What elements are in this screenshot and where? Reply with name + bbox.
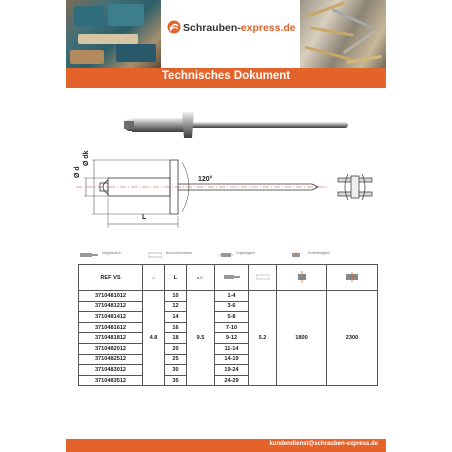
cell-l: 14 bbox=[165, 312, 187, 323]
cell-ref: 3710481212 bbox=[79, 301, 143, 312]
legend-label-tensile: Zugfestigkeit bbox=[236, 251, 255, 255]
hole-diameter-icon bbox=[148, 252, 162, 258]
cell-ref: 3710481812 bbox=[79, 333, 143, 344]
cell-l: 25 bbox=[165, 354, 187, 365]
cell-l: 35 bbox=[165, 375, 187, 386]
header-head bbox=[187, 265, 215, 291]
legend-label-hole: Bohrdurchmesser bbox=[166, 251, 193, 255]
brand-name bbox=[183, 22, 296, 34]
legend-row bbox=[66, 249, 386, 265]
cell-l: 20 bbox=[165, 343, 187, 354]
cell-hole: 5.2 bbox=[249, 291, 277, 386]
cell-grip: 24-29 bbox=[215, 375, 249, 386]
cell-grip: 1-4 bbox=[215, 291, 249, 302]
cell-ref: 3710481612 bbox=[79, 322, 143, 333]
cell-l: 18 bbox=[165, 333, 187, 344]
cell-d: 4.8 bbox=[143, 291, 165, 386]
shear-strength-icon bbox=[290, 252, 302, 258]
label-length: L bbox=[142, 214, 147, 221]
cell-ref: 3710483012 bbox=[79, 365, 143, 376]
shear-icon bbox=[344, 271, 360, 283]
title-bar bbox=[66, 68, 386, 88]
tensile-strength-icon bbox=[218, 252, 234, 258]
label-d: Ø d bbox=[74, 166, 81, 178]
cell-shear: 2300 bbox=[327, 291, 378, 386]
rivet-length-icon bbox=[80, 252, 98, 258]
spec-table bbox=[78, 264, 378, 386]
brand-logo bbox=[161, 0, 300, 68]
cell-grip: 3-6 bbox=[215, 301, 249, 312]
cell-grip: 11-14 bbox=[215, 343, 249, 354]
header-ref: REF VS bbox=[79, 265, 143, 291]
header-d-label: d bbox=[152, 274, 155, 280]
footer-email-link[interactable]: kundendienst@schrauben-express.de bbox=[269, 441, 378, 447]
legend-label-shear: Scherfestigkeit bbox=[308, 251, 330, 255]
cell-ref: 3710481012 bbox=[79, 291, 143, 302]
technical-drawing bbox=[66, 138, 386, 238]
header-hole bbox=[249, 265, 277, 291]
label-angle: 120° bbox=[198, 176, 213, 183]
cell-grip: 19-24 bbox=[215, 365, 249, 376]
header-banner bbox=[66, 0, 386, 68]
cell-ref: 3710483512 bbox=[79, 375, 143, 386]
cell-ref: 3710482512 bbox=[79, 354, 143, 365]
footer-bar bbox=[66, 439, 386, 452]
cell-l: 12 bbox=[165, 301, 187, 312]
table-header-row bbox=[79, 265, 378, 291]
header-tensile bbox=[277, 265, 327, 291]
cell-grip: 14-19 bbox=[215, 354, 249, 365]
cell-grip: 7-10 bbox=[215, 322, 249, 333]
cell-grip: 9-12 bbox=[215, 333, 249, 344]
brand-swirl-icon bbox=[167, 20, 181, 34]
header-shear bbox=[327, 265, 378, 291]
tensile-icon bbox=[294, 271, 310, 283]
cell-head: 9.5 bbox=[187, 291, 215, 386]
header-grip bbox=[215, 265, 249, 291]
cell-l: 30 bbox=[165, 365, 187, 376]
cell-l: 10 bbox=[165, 291, 187, 302]
document-title: Technisches Dokument bbox=[161, 70, 291, 82]
cell-grip: 5-8 bbox=[215, 312, 249, 323]
header-head-label: ø.K. bbox=[196, 274, 205, 280]
header-d bbox=[143, 265, 165, 291]
hole-icon bbox=[256, 274, 270, 280]
brand-name-part1: Schrauben- bbox=[183, 22, 241, 34]
document-page bbox=[66, 0, 386, 452]
legend-label-grip: Klingdauslch bbox=[102, 251, 121, 255]
workshop-photo bbox=[66, 0, 161, 68]
cell-ref: 3710482012 bbox=[79, 343, 143, 354]
brand-name-part2: express.de bbox=[240, 22, 296, 34]
cell-tensile: 1800 bbox=[277, 291, 327, 386]
label-dk: Ø dk bbox=[83, 150, 90, 166]
cell-l: 16 bbox=[165, 322, 187, 333]
table-row bbox=[79, 291, 378, 302]
screws-photo bbox=[300, 0, 386, 68]
cell-ref: 3710481412 bbox=[79, 312, 143, 323]
grip-range-icon bbox=[224, 274, 240, 280]
header-l: L bbox=[165, 265, 187, 291]
